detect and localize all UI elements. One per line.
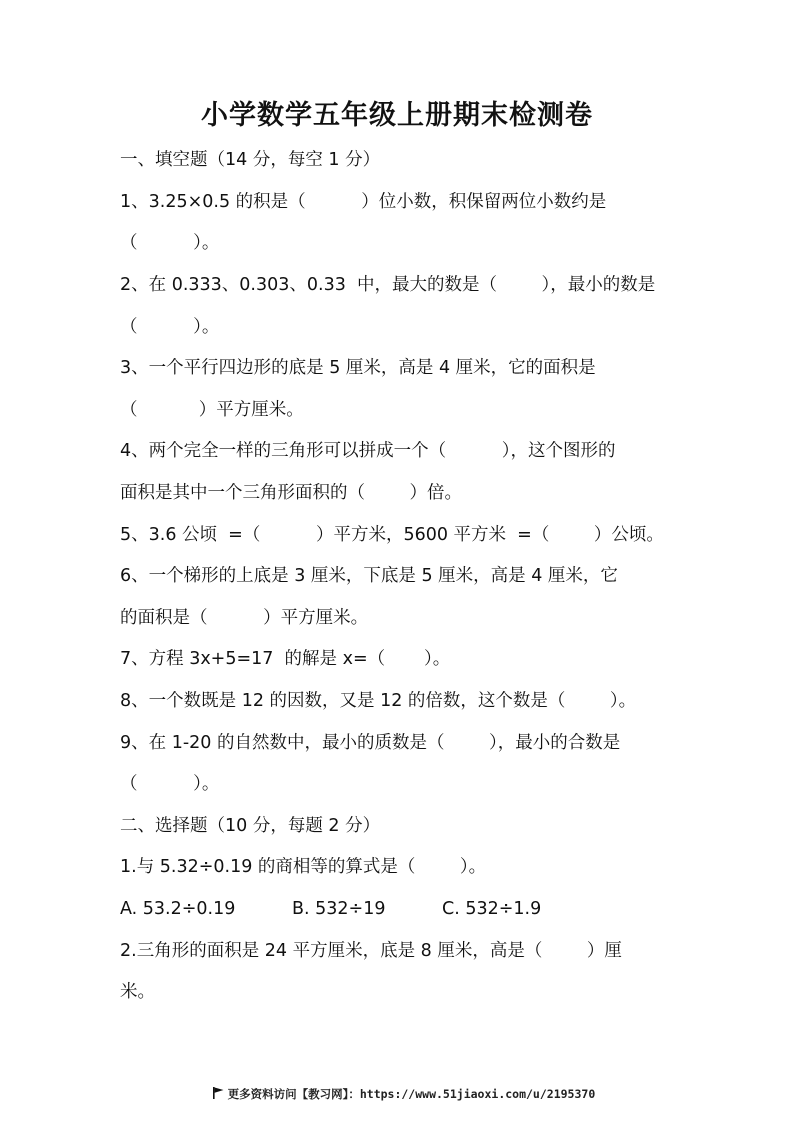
question-8-line-1: 8、一个数既是 12 的因数，又是 12 的倍数，这个数是（ ）。 — [120, 691, 637, 711]
flag-icon — [213, 1087, 224, 1099]
question-6-line-2: 的面积是（ ）平方厘米。 — [120, 608, 369, 628]
choice-question-2-line-2: 米。 — [120, 982, 155, 1002]
question-2-line-1: 2、在 0.333、0.303、0.33 中，最大的数是（ ），最小的数是 — [120, 275, 656, 295]
question-7-line-1: 7、方程 3x+5=17 的解是 x=（ ）。 — [120, 649, 451, 669]
footer-link-text[interactable]: 更多资料访问【教习网】：https://www.51jiaoxi.com/u/2195370 — [227, 1087, 596, 1101]
choice-question-1-line-1: 1.与 5.32÷0.19 的商相等的算式是（ ）。 — [120, 857, 487, 877]
option-c: C. 532÷1.9 — [442, 899, 542, 919]
footer — [0, 1072, 794, 1102]
choice-question-1-options — [120, 896, 680, 922]
question-4-line-1: 4、两个完全一样的三角形可以拼成一个（ ），这个图形的 — [120, 441, 616, 461]
question-1-line-2: （ ）。 — [120, 233, 220, 253]
question-3-line-2: （ ）平方厘米。 — [120, 400, 304, 420]
question-1-line-1: 1、3.25×0.5 的积是（ ）位小数，积保留两位小数约是 — [120, 192, 607, 212]
option-a: A. 53.2÷0.19 — [120, 899, 236, 919]
question-5-line-1: 5、3.6 公顷 =（ ）平方米，5600 平方米 =（ ）公顷。 — [120, 525, 664, 545]
choice-question-2-line-1: 2.三角形的面积是 24 平方厘米，底是 8 厘米，高是（ ）厘 — [120, 941, 622, 961]
option-b: B. 532÷19 — [292, 899, 386, 919]
question-2-line-2: （ ）。 — [120, 317, 220, 337]
page-title: 小学数学五年级上册期末检测卷 — [201, 100, 593, 131]
question-4-line-2: 面积是其中一个三角形面积的（ ）倍。 — [120, 483, 463, 503]
section-1-heading: 一、填空题（14 分，每空 1 分） — [120, 150, 381, 170]
question-9-line-2: （ ）。 — [120, 774, 220, 794]
question-9-line-1: 9、在 1-20 的自然数中，最小的质数是（ ），最小的合数是 — [120, 733, 621, 753]
question-3-line-1: 3、一个平行四边形的底是 5 厘米，高是 4 厘米，它的面积是 — [120, 358, 596, 378]
section-2-heading: 二、选择题（10 分，每题 2 分） — [120, 816, 381, 836]
question-6-line-1: 6、一个梯形的上底是 3 厘米，下底是 5 厘米，高是 4 厘米，它 — [120, 566, 618, 586]
